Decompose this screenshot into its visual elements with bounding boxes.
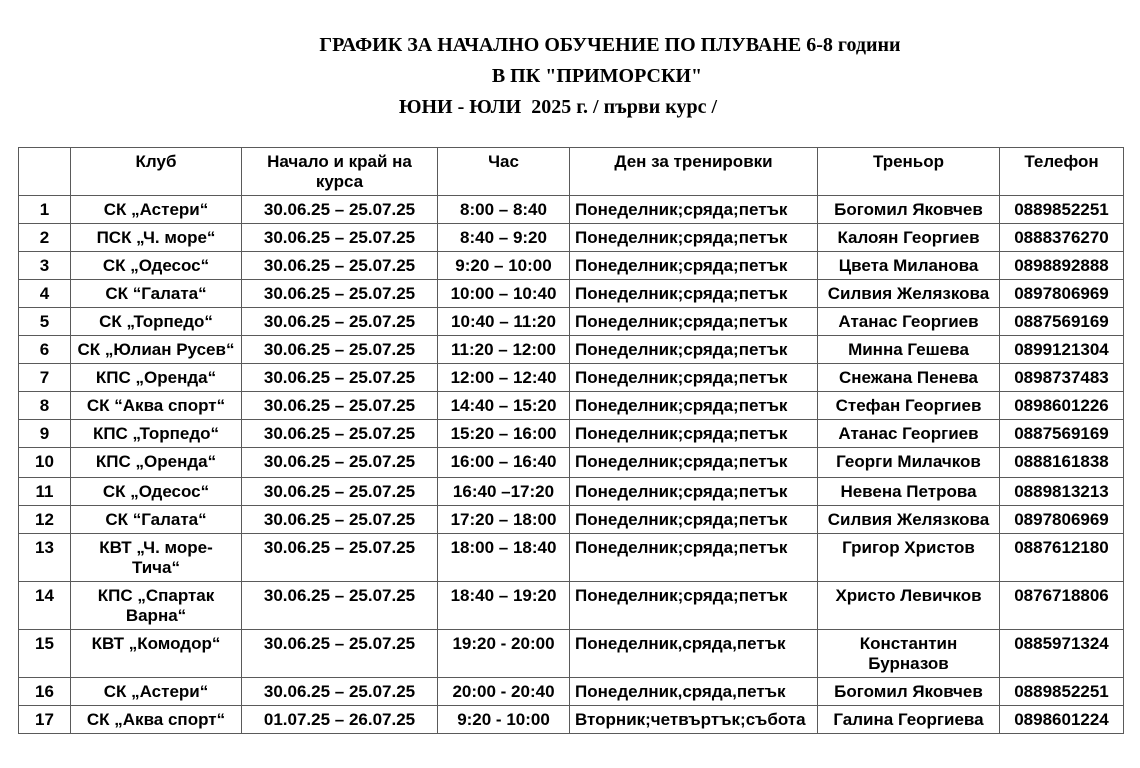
cell-phone: 0889852251 — [1000, 196, 1124, 224]
cell-number: 7 — [19, 364, 71, 392]
header-phone: Телефон — [1000, 148, 1124, 196]
cell-time: 8:40 – 9:20 — [438, 224, 570, 252]
header-club: Клуб — [71, 148, 242, 196]
cell-coach: Силвия Желязкова — [818, 280, 1000, 308]
cell-days: Понеделник;сряда;петък — [570, 448, 818, 478]
cell-time: 16:00 – 16:40 — [438, 448, 570, 478]
cell-coach: Христо Левичков — [818, 582, 1000, 630]
cell-phone: 0898601226 — [1000, 392, 1124, 420]
cell-number: 15 — [19, 630, 71, 678]
cell-club: СК „Одесос“ — [71, 478, 242, 506]
header-days: Ден за тренировки — [570, 148, 818, 196]
cell-club: СК „Аква спорт“ — [71, 706, 242, 734]
table-row — [19, 308, 1124, 336]
cell-club: КПС „Торпедо“ — [71, 420, 242, 448]
cell-time: 19:20 - 20:00 — [438, 630, 570, 678]
cell-days: Понеделник;сряда;петък — [570, 280, 818, 308]
cell-number: 16 — [19, 678, 71, 706]
cell-time: 9:20 - 10:00 — [438, 706, 570, 734]
cell-club: СК “Галата“ — [71, 280, 242, 308]
cell-phone: 0897806969 — [1000, 506, 1124, 534]
cell-phone: 0898737483 — [1000, 364, 1124, 392]
document-title: ГРАФИК ЗА НАЧАЛНО ОБУЧЕНИЕ ПО ПЛУВАНЕ 6-8 години — [319, 34, 901, 56]
cell-days: Понеделник;сряда;петък — [570, 364, 818, 392]
cell-days: Понеделник;сряда;петък — [570, 582, 818, 630]
table-row — [19, 280, 1124, 308]
cell-number: 10 — [19, 448, 71, 478]
cell-club: СК “Галата“ — [71, 506, 242, 534]
cell-phone: 0897806969 — [1000, 280, 1124, 308]
cell-phone: 0885971324 — [1000, 630, 1124, 678]
cell-time: 15:20 – 16:00 — [438, 420, 570, 448]
cell-phone: 0889852251 — [1000, 678, 1124, 706]
cell-phone: 0876718806 — [1000, 582, 1124, 630]
table-row — [19, 420, 1124, 448]
cell-time: 18:40 – 19:20 — [438, 582, 570, 630]
cell-club: КПС „Спартак Варна“ — [71, 582, 242, 630]
cell-period: 30.06.25 – 25.07.25 — [242, 252, 438, 280]
cell-club: СК “Аква спорт“ — [71, 392, 242, 420]
table-row — [19, 196, 1124, 224]
document-subtitle: В ПК "ПРИМОРСКИ" — [491, 65, 703, 87]
cell-phone: 0889813213 — [1000, 478, 1124, 506]
cell-period: 30.06.25 – 25.07.25 — [242, 582, 438, 630]
cell-coach: Снежана Пенева — [818, 364, 1000, 392]
cell-club: СК „Юлиан Русев“ — [71, 336, 242, 364]
cell-days: Понеделник;сряда;петък — [570, 506, 818, 534]
cell-time: 9:20 – 10:00 — [438, 252, 570, 280]
cell-time: 18:00 – 18:40 — [438, 534, 570, 582]
cell-club: ПСК „Ч. море“ — [71, 224, 242, 252]
table-row — [19, 706, 1124, 734]
cell-number: 2 — [19, 224, 71, 252]
table-row — [19, 448, 1124, 478]
cell-time: 10:40 – 11:20 — [438, 308, 570, 336]
cell-coach: Богомил Яковчев — [818, 678, 1000, 706]
cell-number: 13 — [19, 534, 71, 582]
cell-period: 30.06.25 – 25.07.25 — [242, 678, 438, 706]
cell-number: 8 — [19, 392, 71, 420]
cell-coach: Калоян Георгиев — [818, 224, 1000, 252]
table-row — [19, 392, 1124, 420]
cell-period: 30.06.25 – 25.07.25 — [242, 506, 438, 534]
schedule-header — [19, 148, 1124, 196]
cell-days: Вторник;четвъртък;събота — [570, 706, 818, 734]
header-coach: Треньор — [818, 148, 1000, 196]
table-row — [19, 678, 1124, 706]
cell-number: 1 — [19, 196, 71, 224]
cell-period: 30.06.25 – 25.07.25 — [242, 392, 438, 420]
cell-time: 20:00 - 20:40 — [438, 678, 570, 706]
cell-number: 9 — [19, 420, 71, 448]
cell-days: Понеделник;сряда;петък — [570, 478, 818, 506]
cell-days: Понеделник;сряда;петък — [570, 336, 818, 364]
header-row — [19, 148, 1124, 196]
cell-period: 30.06.25 – 25.07.25 — [242, 196, 438, 224]
cell-coach: Атанас Георгиев — [818, 308, 1000, 336]
cell-time: 12:00 – 12:40 — [438, 364, 570, 392]
cell-time: 17:20 – 18:00 — [438, 506, 570, 534]
cell-period: 30.06.25 – 25.07.25 — [242, 420, 438, 448]
cell-coach: Стефан Георгиев — [818, 392, 1000, 420]
table-row — [19, 478, 1124, 506]
cell-days: Понеделник;сряда;петък — [570, 420, 818, 448]
cell-time: 10:00 – 10:40 — [438, 280, 570, 308]
cell-coach: Невена Петрова — [818, 478, 1000, 506]
cell-days: Понеделник;сряда;петък — [570, 252, 818, 280]
cell-period: 30.06.25 – 25.07.25 — [242, 534, 438, 582]
cell-days: Понеделник;сряда;петък — [570, 308, 818, 336]
cell-phone: 0899121304 — [1000, 336, 1124, 364]
cell-days: Понеделник,сряда,петък — [570, 678, 818, 706]
cell-number: 11 — [19, 478, 71, 506]
cell-number: 4 — [19, 280, 71, 308]
cell-period: 30.06.25 – 25.07.25 — [242, 478, 438, 506]
cell-club: КВТ „Комодор“ — [71, 630, 242, 678]
cell-club: СК „Торпедо“ — [71, 308, 242, 336]
table-row — [19, 534, 1124, 582]
schedule-table — [18, 147, 1124, 734]
cell-time: 8:00 – 8:40 — [438, 196, 570, 224]
cell-coach: Минна Гешева — [818, 336, 1000, 364]
cell-period: 30.06.25 – 25.07.25 — [242, 630, 438, 678]
cell-number: 5 — [19, 308, 71, 336]
cell-coach: Константин Бурназов — [818, 630, 1000, 678]
table-row — [19, 336, 1124, 364]
cell-phone: 0898601224 — [1000, 706, 1124, 734]
cell-phone: 0888161838 — [1000, 448, 1124, 478]
cell-club: СК „Одесос“ — [71, 252, 242, 280]
cell-period: 01.07.25 – 26.07.25 — [242, 706, 438, 734]
cell-number: 3 — [19, 252, 71, 280]
cell-period: 30.06.25 – 25.07.25 — [242, 364, 438, 392]
cell-coach: Богомил Яковчев — [818, 196, 1000, 224]
header-time: Час — [438, 148, 570, 196]
cell-period: 30.06.25 – 25.07.25 — [242, 308, 438, 336]
cell-coach: Галина Георгиева — [818, 706, 1000, 734]
schedule-body — [19, 196, 1124, 734]
table-row — [19, 506, 1124, 534]
cell-days: Понеделник,сряда,петък — [570, 630, 818, 678]
cell-phone: 0898892888 — [1000, 252, 1124, 280]
header-number — [19, 148, 71, 196]
cell-coach: Атанас Георгиев — [818, 420, 1000, 448]
cell-coach: Григор Христов — [818, 534, 1000, 582]
table-row — [19, 224, 1124, 252]
cell-time: 16:40 –17:20 — [438, 478, 570, 506]
cell-days: Понеделник;сряда;петък — [570, 392, 818, 420]
cell-phone: 0887569169 — [1000, 308, 1124, 336]
cell-period: 30.06.25 – 25.07.25 — [242, 448, 438, 478]
cell-phone: 0887612180 — [1000, 534, 1124, 582]
cell-period: 30.06.25 – 25.07.25 — [242, 224, 438, 252]
cell-club: КВТ „Ч. море- Тича“ — [71, 534, 242, 582]
cell-time: 14:40 – 15:20 — [438, 392, 570, 420]
cell-coach: Силвия Желязкова — [818, 506, 1000, 534]
cell-club: КПС „Оренда“ — [71, 364, 242, 392]
table-row — [19, 364, 1124, 392]
cell-number: 6 — [19, 336, 71, 364]
cell-coach: Цвета Миланова — [818, 252, 1000, 280]
cell-days: Понеделник;сряда;петък — [570, 196, 818, 224]
cell-club: КПС „Оренда“ — [71, 448, 242, 478]
cell-days: Понеделник;сряда;петък — [570, 534, 818, 582]
cell-phone: 0888376270 — [1000, 224, 1124, 252]
cell-number: 17 — [19, 706, 71, 734]
cell-time: 11:20 – 12:00 — [438, 336, 570, 364]
cell-period: 30.06.25 – 25.07.25 — [242, 336, 438, 364]
cell-days: Понеделник;сряда;петък — [570, 224, 818, 252]
table-row — [19, 252, 1124, 280]
cell-club: СК „Астери“ — [71, 678, 242, 706]
cell-club: СК „Астери“ — [71, 196, 242, 224]
cell-number: 14 — [19, 582, 71, 630]
course-period: ЮНИ - ЮЛИ 2025 г. / първи курс / — [398, 96, 718, 118]
header-period: Начало и край на курса — [242, 148, 438, 196]
cell-period: 30.06.25 – 25.07.25 — [242, 280, 438, 308]
table-row — [19, 630, 1124, 678]
cell-coach: Георги Милачков — [818, 448, 1000, 478]
table-row — [19, 582, 1124, 630]
cell-phone: 0887569169 — [1000, 420, 1124, 448]
cell-number: 12 — [19, 506, 71, 534]
